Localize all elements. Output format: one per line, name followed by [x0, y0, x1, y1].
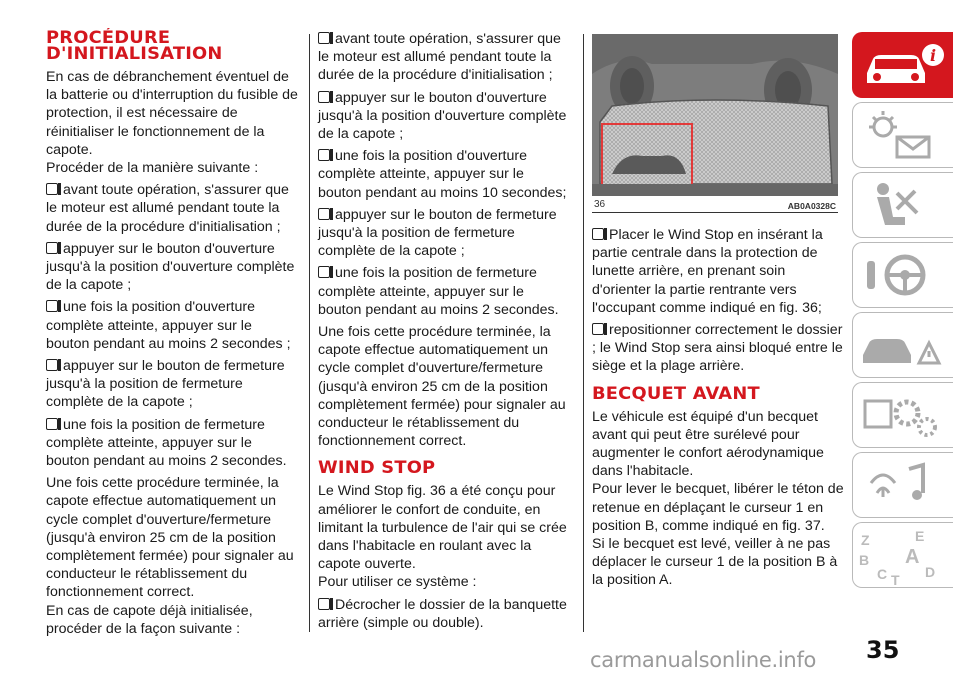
- seat-airbag-icon: [853, 173, 953, 237]
- bullet-item: une fois la position d'ouverture complète atteinte, appuyer sur le bouton pendant au moins 2 secondes ;: [46, 299, 291, 352]
- paragraph: Le Wind Stop fig. 36 a été conçu pour améliorer le confort de conduite, en limitant la turbulence de l'air qui se crée dans l'habitacle en roulant avec la capote ouverte. Pour utiliser ce système :: [318, 483, 567, 591]
- column-divider: [583, 34, 584, 632]
- tab-emergency[interactable]: [852, 312, 953, 378]
- bullet-item: Décrocher le dossier de la banquette arrière (simple ou double).: [318, 596, 567, 631]
- section-heading-becquet: BECQUET AVANT: [592, 383, 760, 403]
- index-letter: C: [877, 566, 888, 582]
- wind-stop-illustration: [592, 34, 838, 196]
- bullet-item: appuyer sur le bouton de fermeture jusqu'à la position de fermeture complète de la capote ;: [46, 358, 285, 411]
- bullet-item: avant toute opération, s'assurer que le moteur est allumé pendant toute la durée de la procédure d'initialisation ;: [318, 31, 561, 84]
- paragraph: En cas de débranchement éventuel de la batterie ou d'interruption du fusible de protection, il est nécessaire de réinitialiser le fonctionnement de la capote. Procéder de la manière suivante :: [46, 69, 298, 177]
- index-letter: T: [891, 572, 900, 587]
- bullet-item: Placer le Wind Stop en insérant la partie centrale dans la protection de lunette arrière, en prenant soin d'orienter la partie rentrante vers l'occupant comme indiqué en fig. 36;: [592, 227, 823, 316]
- bullet-item: appuyer sur le bouton d'ouverture jusqu'à la position d'ouverture complète de la capote ;: [318, 89, 567, 143]
- bullet-icon: [46, 242, 58, 254]
- bullet-icon: [46, 418, 58, 430]
- figure-code: AB0A0328C: [787, 201, 836, 211]
- tab-multimedia[interactable]: [852, 452, 953, 518]
- tab-starting-driving[interactable]: [852, 242, 953, 308]
- section-heading-wind-stop: WIND STOP: [318, 458, 436, 478]
- index-letters-icon: [853, 523, 953, 587]
- service-gears-icon: [853, 383, 953, 447]
- lights-warning-icon: [853, 103, 953, 167]
- caption-rule: [592, 212, 838, 213]
- bullet-icon: [592, 323, 604, 335]
- figure-caption: [592, 199, 838, 213]
- index-letter: Z: [861, 532, 870, 548]
- bullet-icon: [318, 32, 330, 44]
- bullet-icon: [318, 266, 330, 278]
- bullet-item: appuyer sur le bouton de fermeture jusqu'à la position de fermeture complète de la capote ;: [318, 206, 557, 260]
- bullet-icon: [46, 359, 58, 371]
- bullet-icon: [318, 149, 330, 161]
- bullet-item: avant toute opération, s'assurer que le moteur est allumé pendant toute la durée de la procédure d'initialisation ;: [46, 182, 289, 235]
- bullet-item: appuyer sur le bouton d'ouverture jusqu'à la position d'ouverture complète de la capote ;: [46, 240, 295, 294]
- column-2: [318, 30, 570, 636]
- tab-lights-warnings[interactable]: [852, 102, 953, 168]
- bullet-icon: [318, 598, 330, 610]
- index-letter: D: [925, 564, 936, 580]
- bullet-icon: [46, 300, 58, 312]
- tab-index[interactable]: [852, 522, 953, 588]
- index-letter: A: [905, 546, 920, 568]
- car-info-icon: [853, 33, 953, 97]
- figure-36-wind-stop-image: [592, 34, 838, 196]
- tab-car-info[interactable]: [852, 32, 953, 98]
- multimedia-icon: [853, 453, 953, 517]
- bullet-icon: [318, 91, 330, 103]
- bullet-icon: [318, 208, 330, 220]
- page-number: 35: [866, 636, 900, 664]
- breakdown-icon: [853, 313, 953, 377]
- bullet-icon: [592, 228, 604, 240]
- bullet-item: une fois la position de fermeture complète atteinte, appuyer sur le bouton pendant au moins 2 secondes.: [318, 265, 559, 318]
- bullet-icon: [46, 183, 58, 195]
- figure-number: 36: [594, 199, 606, 210]
- column-3: [592, 226, 844, 594]
- column-1: [46, 30, 298, 642]
- column-divider: [309, 34, 310, 632]
- bullet-item: repositionner correctement le dossier ; le Wind Stop sera ainsi bloqué entre le siège et la plage arrière.: [592, 322, 843, 375]
- svg-text:i: i: [930, 46, 937, 65]
- watermark: carmanualsonline.info: [590, 648, 817, 672]
- tab-safety[interactable]: [852, 172, 953, 238]
- paragraph: Le véhicule est équipé d'un becquet avant qui peut être surélevé pour augmenter le confort aérodynamique dans l'habitacle. Pour lever le becquet, libérer le téton de retenue en déplaçant le curseur 1 en position B, comme indiqué en fig. 37. Si le becquet est levé, veiller à ne pas déplacer le curseur 1 de la position B à la position A.: [592, 408, 844, 589]
- section-heading-initialisation: PROCÉDURE D'INITIALISATION: [46, 28, 223, 63]
- paragraph: Une fois cette procédure terminée, la capote effectue automatiquement un cycle complet d'ouverture/fermeture (jusqu'à environ 25 cm de la position complètement fermée) pour signaler au conducteur le rétablissement du fonctionnement correct. En cas de capote déjà initialisée, procéder de la façon suivante :: [46, 475, 294, 637]
- tab-maintenance[interactable]: [852, 382, 953, 448]
- bullet-item: une fois la position d'ouverture complète atteinte, appuyer sur le bouton pendant au moins 10 secondes;: [318, 148, 567, 201]
- bullet-item: une fois la position de fermeture complète atteinte, appuyer sur le bouton pendant au moins 2 secondes.: [46, 416, 287, 470]
- paragraph: Une fois cette procédure terminée, la capote effectue automatiquement un cycle complet d'ouverture/fermeture (jusqu'à environ 25 cm de la position complètement fermée) pour signaler au conducteur le rétablissement du fonctionnement correct.: [318, 324, 566, 450]
- index-letter: B: [859, 552, 870, 568]
- steering-wheel-icon: [853, 243, 953, 307]
- index-letter: E: [915, 528, 925, 544]
